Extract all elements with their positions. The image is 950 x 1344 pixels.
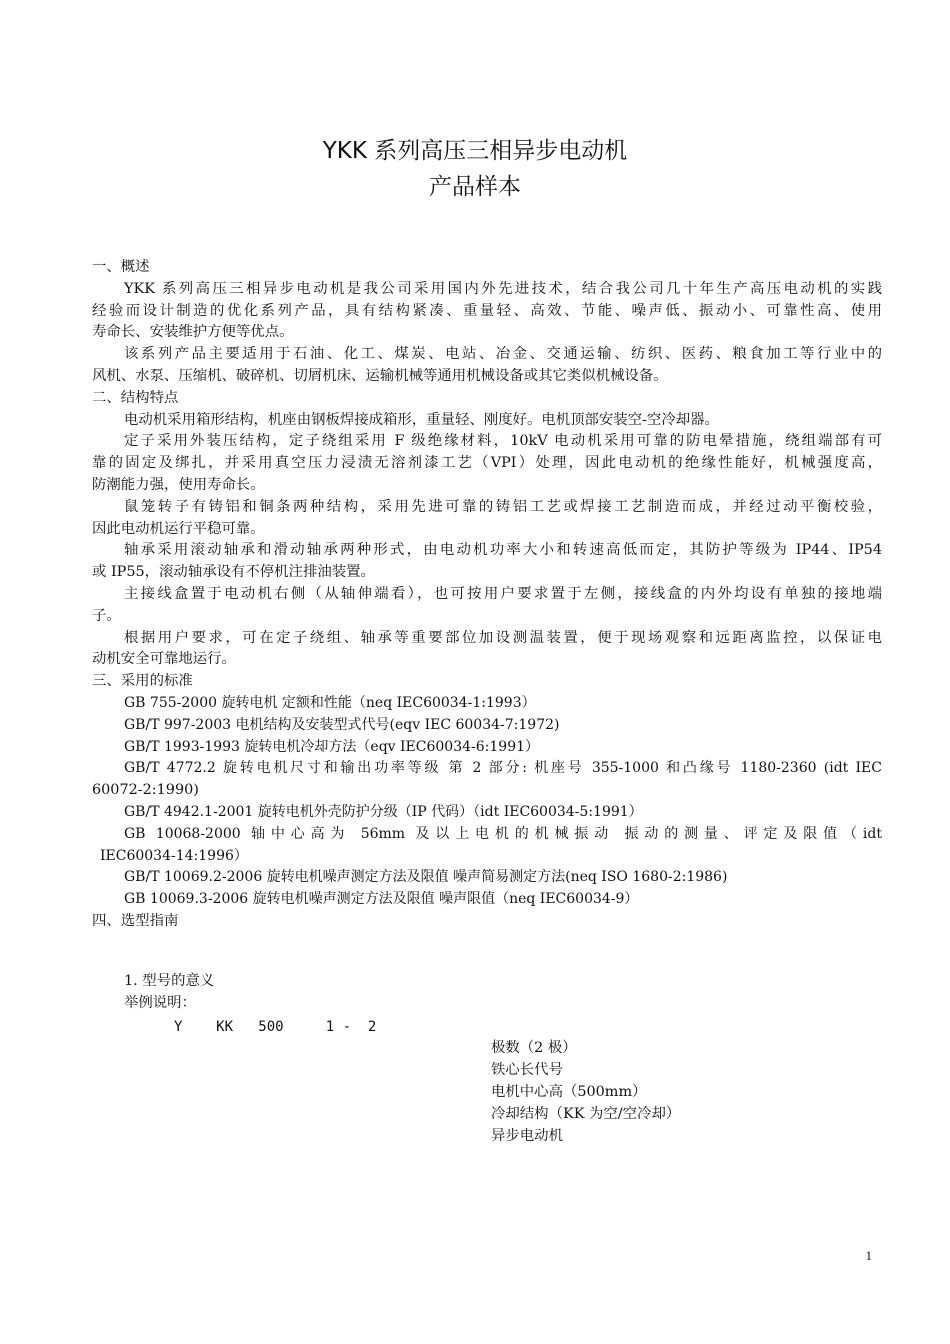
section-heading-standards: 三、采用的标准	[92, 673, 193, 690]
paragraph-line: 靠的固定及绑扎，并采用真空压力浸渍无溶剂漆工艺（VPI）处理，因此电动机的绝缘性能好，机械强度高，	[92, 455, 882, 472]
paragraph-line: 动机安全可靠地运行。	[92, 651, 236, 668]
legend-item-center-height: 电机中心高（500mm）	[491, 1084, 647, 1100]
paragraph-line: 定子采用外装压结构，定子绕组采用 F 级绝缘材料，10kV 电动机采用可靠的防电晕措施，绕组端部有可	[124, 433, 882, 450]
document-title: YKK 系列高压三相异步电动机	[322, 138, 628, 164]
page-number: 1	[865, 1248, 872, 1263]
paragraph-line: 鼠笼转子有铸铝和铜条两种结构，采用先进可靠的铸铝工艺或焊接工艺制造而成，并经过动平衡校验，	[124, 498, 882, 515]
standard-item: GB 755-2000 旋转电机 定额和性能（neq IEC60034-1:1993）	[124, 694, 536, 711]
paragraph-line: 风机、水泵、压缩机、破碎机、切屑机床、运输机械等通用机械设备或其它类似机械设备。	[92, 367, 668, 384]
standard-item: GB/T 997-2003 电机结构及安装型式代号(eqv IEC 60034-7:1972)	[124, 716, 560, 733]
paragraph-line: 子。	[92, 607, 121, 624]
paragraph-line: 防潮能力强，使用寿命长。	[92, 476, 265, 493]
section-heading-overview: 一、概述	[92, 259, 150, 275]
legend-item-async-motor: 异步电动机	[491, 1128, 563, 1144]
standard-item: GB 10069.3-2006 旋转电机噪声测定方法及限值 噪声限值（neq IEC60034-9）	[124, 891, 639, 908]
paragraph-line: 经验而设计制造的优化系列产品，具有结构紧凑、重量轻、高效、节能、噪声低、振动小、可靠性高、使用	[92, 302, 882, 319]
paragraph-line: 因此电动机运行平稳可靠。	[92, 520, 265, 537]
paragraph-line: 该系列产品主要适用于石油、化工、煤炭、电站、冶金、交通运输、纺织、医药、粮食加工等行业中的	[124, 346, 882, 363]
paragraph-line: 电动机采用箱形结构，机座由钢板焊接成箱形，重量轻、刚度好。电机顶部安装空-空冷却器。	[124, 411, 719, 428]
paragraph-line: 轴承采用滚动轴承和滑动轴承两种形式，由电动机功率大小和转速高低而定，其防护等级为 IP44、IP54	[124, 542, 882, 559]
paragraph-line: YKK 系列高压三相异步电动机是我公司采用国内外先进技术，结合我公司几十年生产高压电动机的实践	[124, 280, 882, 297]
paragraph-line: 根据用户要求，可在定子绕组、轴承等重要部位加设测温装置，便于现场观察和远距离监控，以保证电	[124, 629, 882, 646]
document-subtitle: 产品样本	[429, 174, 521, 200]
standard-item: GB/T 10069.2-2006 旋转电机噪声测定方法及限值 噪声简易测定方法(neq ISO 1680-2:1986)	[124, 869, 728, 886]
standard-item-continued: 60072-2:1990)	[92, 782, 199, 799]
model-code-legend	[491, 1037, 791, 1147]
paragraph-line: 寿命长、安装维护方便等优点。	[92, 324, 294, 341]
legend-item-poles: 极数（2 极）	[491, 1040, 577, 1056]
standard-item: GB/T 1993-1993 旋转电机冷却方法（eqv IEC60034-6:1991）	[124, 738, 540, 755]
document-body	[92, 257, 882, 933]
model-meaning-heading: 1. 型号的意义	[124, 973, 215, 989]
paragraph-line: 或 IP55，滚动轴承设有不停机注排油装置。	[92, 564, 375, 581]
example-label: 举例说明：	[124, 994, 196, 1011]
paragraph-line: 主接线盒置于电动机右侧（从轴伸端看），也可按用户要求置于左侧，接线盒的内外均设有单独的接地端	[124, 585, 882, 602]
section-heading-structure: 二、结构特点	[92, 389, 179, 406]
standard-item-continued: IEC60034-14:1996）	[100, 847, 248, 864]
standard-item: GB/T 4772.2 旋转电机尺寸和输出功率等级 第 2 部分: 机座号 355-1000 和凸缘号 1180-2360 (idt IEC	[124, 760, 882, 777]
section-heading-selection: 四、选型指南	[92, 912, 179, 929]
model-example-code: Y KK 500 1 - 2	[174, 1019, 377, 1035]
standard-item: GB/T 4942.1-2001 旋转电机外壳防护分级（IP 代码）（idt IEC60034-5:1991）	[124, 803, 643, 820]
legend-item-core-length: 铁心长代号	[491, 1062, 563, 1078]
standard-item: GB 10068-2000 轴中心高为 56mm 及以上电机的机械振动 振动的测量、评定及限值（idt	[124, 825, 882, 842]
legend-item-cooling: 冷却结构（KK 为空/空冷却）	[491, 1106, 681, 1122]
model-meaning-block	[124, 971, 524, 1015]
